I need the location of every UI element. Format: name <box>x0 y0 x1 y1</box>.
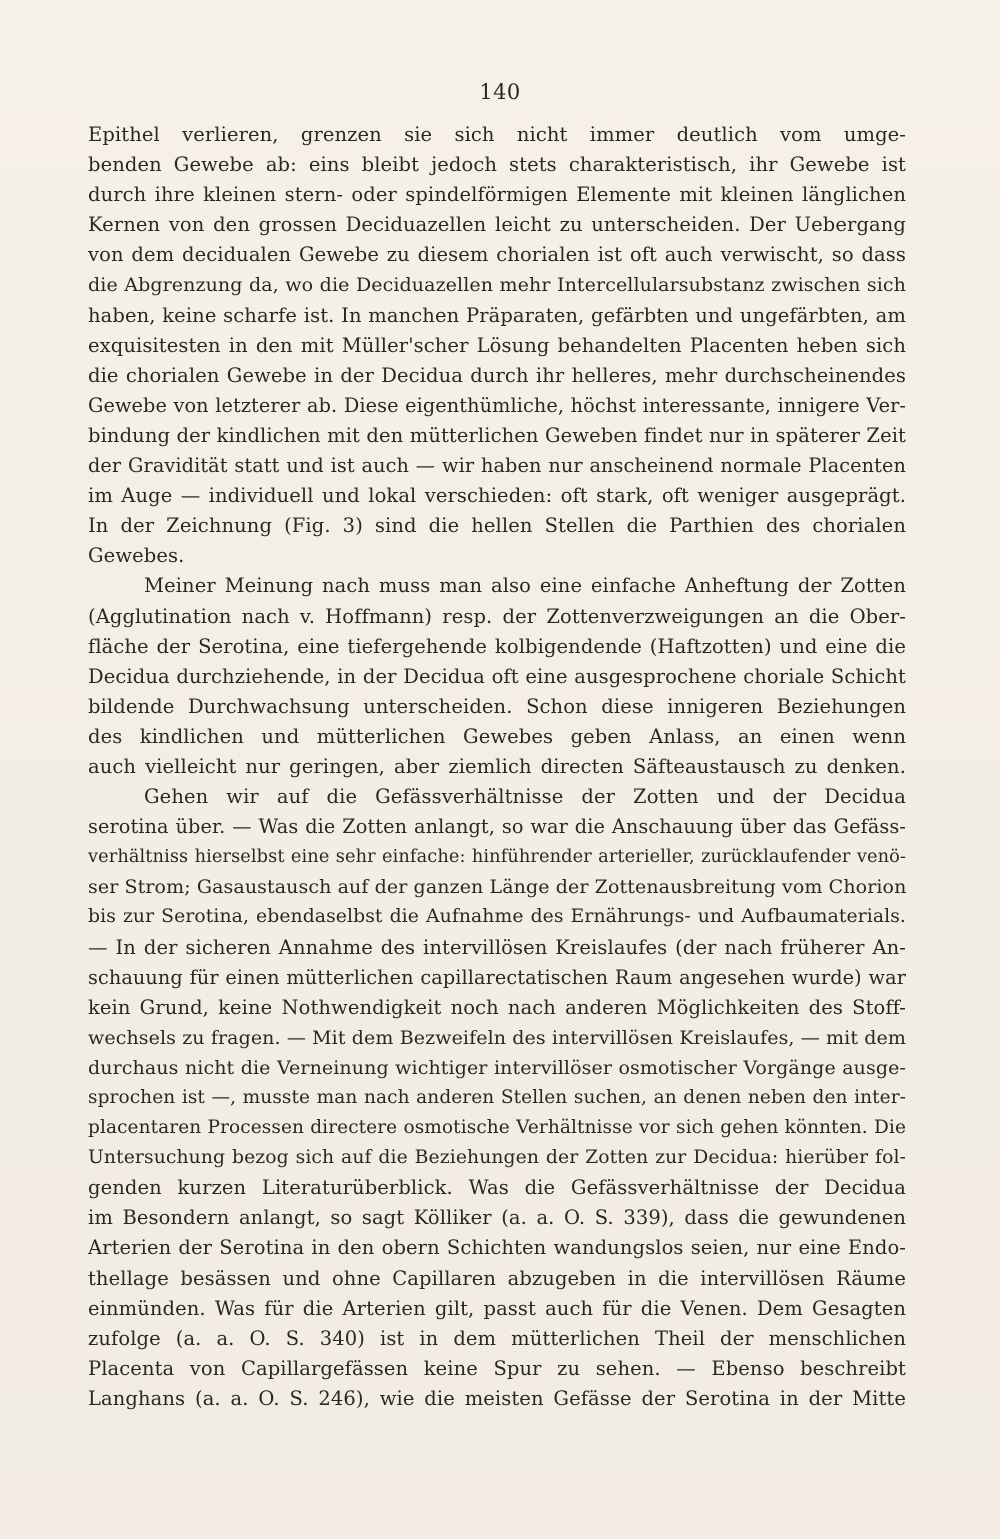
text-line: sprochen ist —, musste man nach anderen Stellen suchen, an denen neben den inter- <box>88 1087 906 1108</box>
text-line: zufolge (a. a. O. S. 340) ist in dem mütterlichen Theil der menschlichen <box>88 1326 906 1350</box>
text-line: bildende Durchwachsung unterscheiden. Schon diese innigeren Beziehungen <box>88 694 906 718</box>
text-line: durchaus nicht die Verneinung wichtiger intervillöser osmotischer Vorgänge ausge- <box>88 1056 906 1079</box>
text-line: placentaren Processen directere osmotische Verhältnisse vor sich gehen könnten. Die <box>88 1117 906 1139</box>
text-line: bis zur Serotina, ebendaselbst die Aufnahme des Ernährungs- und Aufbaumaterials. <box>88 906 906 928</box>
text-line: von dem decidualen Gewebe zu diesem chorialen ist oft auch verwischt, so dass <box>88 243 906 267</box>
text-line: haben, keine scharfe ist. In manchen Präparaten, gefärbten und ungefärbten, am <box>88 303 906 327</box>
text-line: Epithel verlieren, grenzen sie sich nicht immer deutlich vom umge- <box>88 123 906 146</box>
text-line: bindung der kindlichen mit den mütterlichen Geweben findet nur in späterer Zeit <box>88 423 906 447</box>
text-line: des kindlichen und mütterlichen Gewebes geben Anlass, an einen wenn <box>88 724 906 748</box>
text-line: die chorialen Gewebe in der Decidua durch ihr helleres, mehr durchscheinendes <box>88 363 906 387</box>
text-line: einmünden. Was für die Arterien gilt, passt auch für die Venen. Dem Gesagten <box>88 1296 906 1320</box>
text-line: benden Gewebe ab: eins bleibt jedoch stets charakteristisch, ihr Gewebe ist <box>88 153 906 177</box>
text-line: thellage besässen und ohne Capillaren abzugeben in die intervillösen Räume <box>88 1266 906 1290</box>
text-line: Untersuchung bezog sich auf die Beziehungen der Zotten zur Decidua: hierüber fol- <box>88 1147 906 1169</box>
text-line: im Auge — individuell und lokal verschieden: oft stark, oft weniger ausgeprägt. <box>88 484 906 508</box>
text-line: die Abgrenzung da, wo die Deciduazellen mehr Intercellularsubstanz zwischen sich <box>88 274 906 297</box>
text-line: Gewebe von letzterer ab. Diese eigenthümliche, höchst interessante, innigere Ver- <box>88 393 906 417</box>
text-line: Arterien der Serotina in den obern Schichten wandungslos seien, nur eine Endo- <box>88 1236 906 1260</box>
text-line: der Gravidität statt und ist auch — wir haben nur anscheinend normale Placenten <box>88 454 906 478</box>
text-line: Langhans (a. a. O. S. 246), wie die meisten Gefässe der Serotina in der Mitte <box>88 1386 906 1410</box>
text-line: Gehen wir auf die Gefässverhältnisse der Zotten und der Decidua <box>144 785 906 809</box>
text-line: Gewebes. <box>88 544 185 568</box>
text-line: verhältniss hierselbst eine sehr einfache: hinführender arterieller, zurücklaufender venö- <box>88 847 906 868</box>
body-text <box>88 120 906 1414</box>
text-line: exquisitesten in den mit Müller'scher Lösung behandelten Placenten heben sich <box>88 333 906 357</box>
text-line: im Besondern anlangt, so sagt Kölliker (a. a. O. S. 339), dass die gewundenen <box>88 1206 906 1230</box>
text-line: — In der sicheren Annahme des intervillösen Kreislaufes (der nach früherer An- <box>88 935 906 959</box>
text-line: serotina über. — Was die Zotten anlangt, so war die Anschauung über das Gefäss- <box>88 815 906 839</box>
text-line: auch vielleicht nur geringen, aber ziemlich directen Säfteaustausch zu denken. <box>88 754 906 778</box>
text-line: kein Grund, keine Nothwendigkeit noch nach anderen Möglichkeiten des Stoff- <box>88 995 906 1019</box>
page-number: 140 <box>479 80 521 104</box>
text-line: fläche der Serotina, eine tiefergehende kolbigendende (Haftzotten) und eine die <box>88 634 906 658</box>
text-line: In der Zeichnung (Fig. 3) sind die hellen Stellen die Parthien des chorialen <box>88 514 906 538</box>
text-line: genden kurzen Literaturüberblick. Was die Gefässverhältnisse der Decidua <box>88 1176 906 1200</box>
text-line: Meiner Meinung nach muss man also eine einfache Anheftung der Zotten <box>144 574 906 598</box>
text-line: ser Strom; Gasaustausch auf der ganzen Länge der Zottenausbreitung vom Chorion <box>88 876 906 899</box>
text-line: Kernen von den grossen Deciduazellen leicht zu unterscheiden. Der Uebergang <box>88 213 906 237</box>
text-line: (Agglutination nach v. Hoffmann) resp. der Zottenverzweigungen an die Ober- <box>88 604 906 628</box>
text-line: Placenta von Capillargefässen keine Spur zu sehen. — Ebenso beschreibt <box>88 1356 906 1380</box>
text-line: schauung für einen mütterlichen capillarectatischen Raum angesehen wurde) war <box>88 965 906 989</box>
text-line: wechsels zu fragen. — Mit dem Bezweifeln des intervillösen Kreislaufes, — mit dem <box>88 1026 906 1049</box>
text-line: durch ihre kleinen stern- oder spindelförmigen Elemente mit kleinen länglichen <box>88 183 906 207</box>
text-line: Decidua durchziehende, in der Decidua oft eine ausgesprochene choriale Schicht <box>88 664 906 688</box>
